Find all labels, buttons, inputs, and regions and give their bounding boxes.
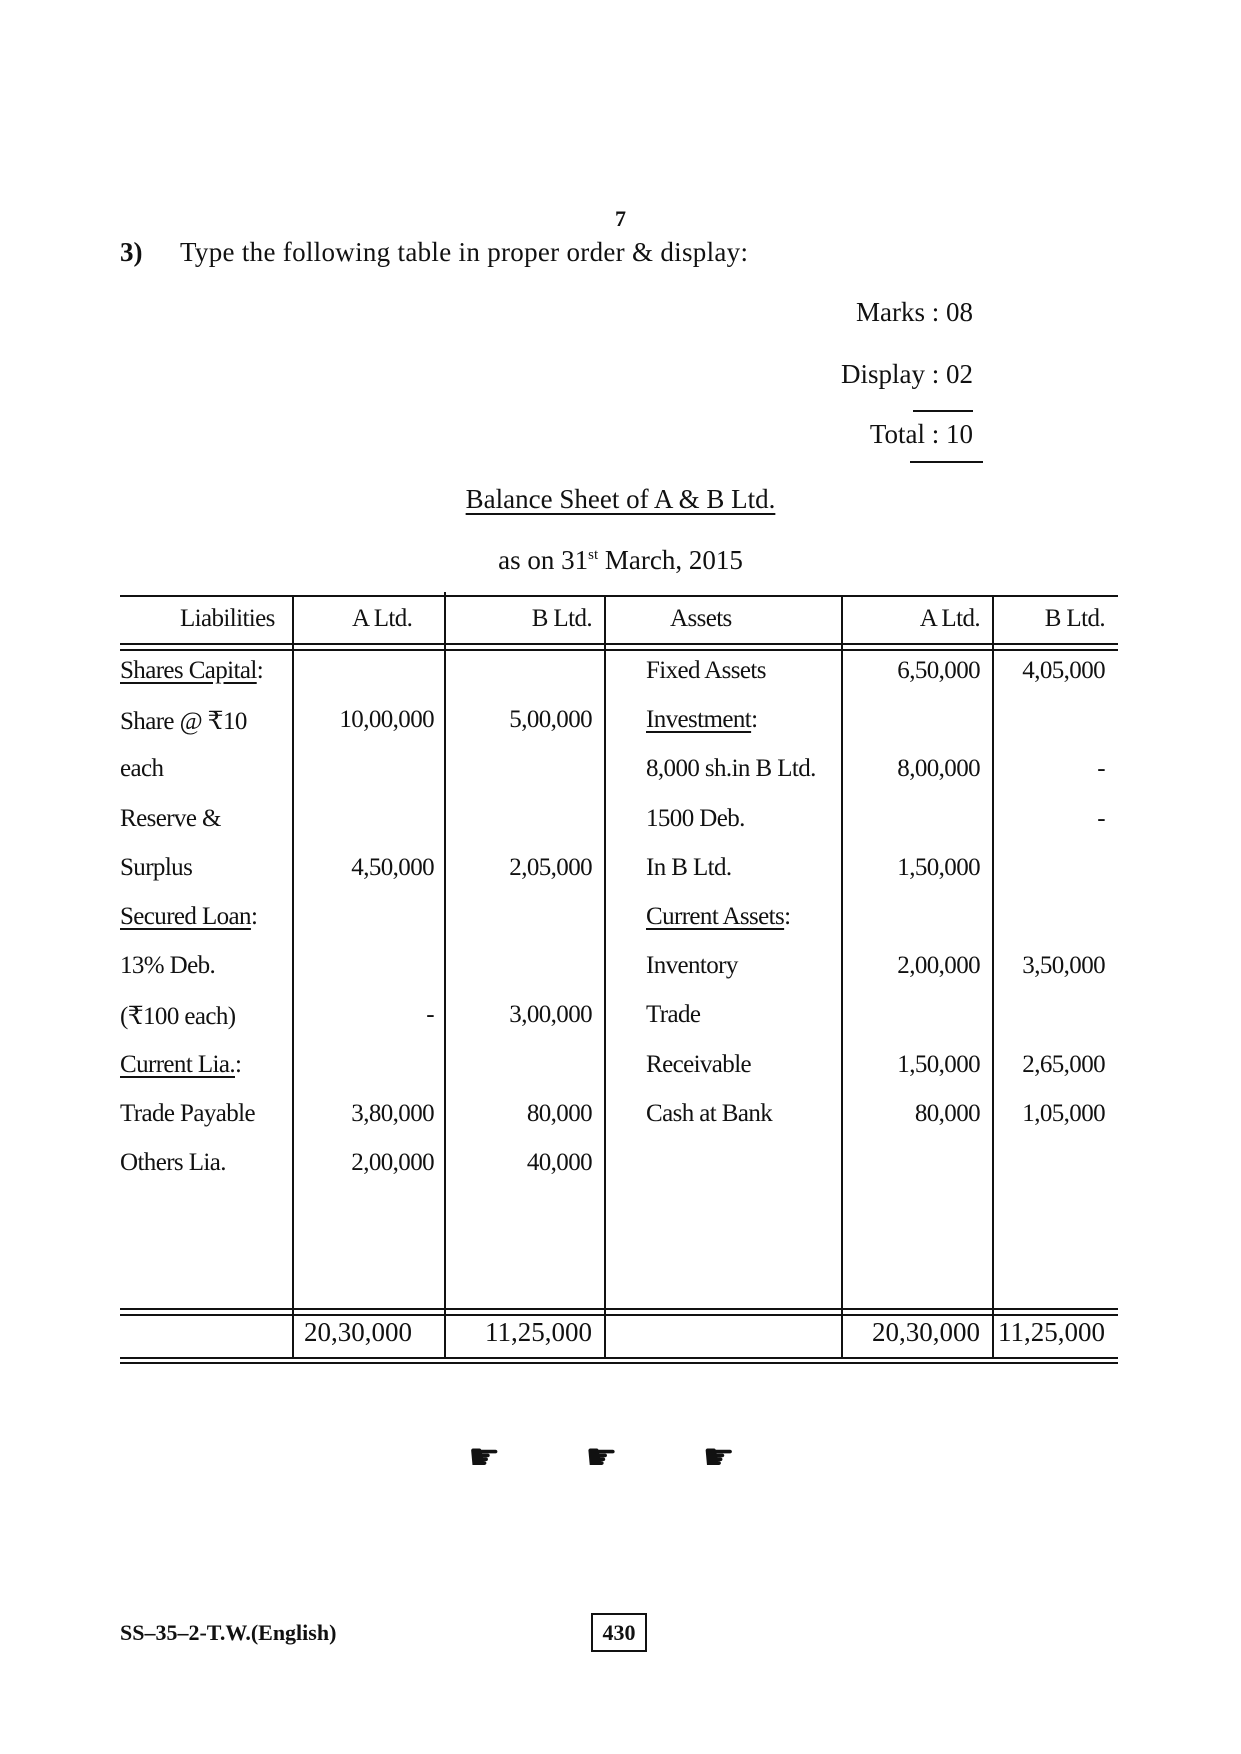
asset-b-ltd-value: 4,05,000 xyxy=(1022,657,1105,684)
asset-b-ltd-value: - xyxy=(1097,755,1105,782)
liability-a-ltd-value: - xyxy=(426,1001,434,1028)
marks-rule-bottom xyxy=(910,461,983,463)
liability-a-ltd-value: 4,50,000 xyxy=(351,854,434,881)
column-divider-2 xyxy=(444,592,446,1359)
total-marks-line: Total : 10 xyxy=(869,419,973,449)
total-liab-a-ltd: 20,30,000 xyxy=(304,1317,412,1347)
header-asset-a-ltd: A Ltd. xyxy=(919,605,980,632)
marks-line: Marks : 08 xyxy=(856,297,973,327)
liability-label: Trade Payable xyxy=(120,1100,255,1127)
table-bottom-rule-1 xyxy=(120,1357,1118,1359)
asset-b-ltd-value: - xyxy=(1097,805,1105,832)
header-liab-a-ltd: A Ltd. xyxy=(352,605,413,632)
liability-b-ltd-value: 5,00,000 xyxy=(509,706,592,733)
liability-label: Current Lia.: xyxy=(120,1051,242,1078)
asset-b-ltd-value: 1,05,000 xyxy=(1022,1100,1105,1127)
liability-label: Share @ ₹10 xyxy=(120,708,247,735)
header-bottom-rule-2 xyxy=(120,649,1118,651)
asset-label: 1500 Deb. xyxy=(646,805,745,832)
liability-label: Reserve & xyxy=(120,805,221,832)
asset-a-ltd-value: 6,50,000 xyxy=(897,657,980,684)
asset-label: Fixed Assets xyxy=(646,657,766,684)
pointing-hand-icons: ☛ ☛ ☛ xyxy=(468,1437,773,1477)
footer-paper-code: SS–35–2-T.W.(English) xyxy=(120,1620,337,1645)
asset-b-ltd-value: 2,65,000 xyxy=(1022,1051,1105,1078)
total-asset-a-ltd: 20,30,000 xyxy=(872,1317,980,1347)
asset-label: Trade xyxy=(646,1001,701,1028)
header-assets: Assets xyxy=(670,605,732,632)
column-divider-5 xyxy=(992,595,994,1359)
asset-label: Investment: xyxy=(646,706,758,733)
column-divider-4 xyxy=(841,595,843,1359)
liability-label: Secured Loan: xyxy=(120,903,258,930)
asset-label: Cash at Bank xyxy=(646,1100,773,1127)
asset-a-ltd-value: 8,00,000 xyxy=(897,755,980,782)
liability-a-ltd-value: 3,80,000 xyxy=(351,1100,434,1127)
liability-a-ltd-value: 10,00,000 xyxy=(339,706,434,733)
asset-label: Receivable xyxy=(646,1051,752,1078)
header-liabilities: Liabilities xyxy=(180,605,275,632)
header-bottom-rule-1 xyxy=(120,643,1118,645)
liability-b-ltd-value: 80,000 xyxy=(526,1100,592,1127)
question-text: Type the following table in proper order & display: xyxy=(180,237,749,267)
asset-label: Current Assets: xyxy=(646,903,791,930)
column-divider-3 xyxy=(604,595,606,1359)
total-liab-b-ltd: 11,25,000 xyxy=(485,1317,592,1347)
liability-label: Shares Capital: xyxy=(120,657,264,684)
header-liab-b-ltd: B Ltd. xyxy=(531,605,592,632)
liability-label: (₹100 each) xyxy=(120,1003,236,1030)
asset-b-ltd-value: 3,50,000 xyxy=(1022,952,1105,979)
liability-label: Others Lia. xyxy=(120,1149,226,1176)
total-top-rule-2 xyxy=(120,1314,1118,1316)
asset-a-ltd-value: 80,000 xyxy=(914,1100,980,1127)
balance-sheet-date: as on 31st March, 2015 xyxy=(498,545,743,575)
liability-a-ltd-value: 2,00,000 xyxy=(351,1149,434,1176)
display-marks-line: Display : 02 xyxy=(841,359,973,389)
asset-a-ltd-value: 2,00,000 xyxy=(897,952,980,979)
liability-b-ltd-value: 40,000 xyxy=(526,1149,592,1176)
header-asset-b-ltd: B Ltd. xyxy=(1044,605,1105,632)
marks-rule-top xyxy=(913,410,973,412)
total-asset-b-ltd: 11,25,000 xyxy=(998,1317,1105,1347)
liability-label: Surplus xyxy=(120,854,193,881)
asset-a-ltd-value: 1,50,000 xyxy=(897,1051,980,1078)
asset-a-ltd-value: 1,50,000 xyxy=(897,854,980,881)
asset-label: Inventory xyxy=(646,952,738,979)
liability-label: 13% Deb. xyxy=(120,952,216,979)
asset-label: 8,000 sh.in B Ltd. xyxy=(646,755,816,782)
liability-label: each xyxy=(120,755,164,782)
footer-page-box: 430 xyxy=(591,1613,647,1652)
balance-sheet-title: Balance Sheet of A & B Ltd. xyxy=(465,484,776,514)
question-number: 3) xyxy=(120,237,143,267)
liability-b-ltd-value: 2,05,000 xyxy=(509,854,592,881)
page-number: 7 xyxy=(615,206,626,231)
liability-b-ltd-value: 3,00,000 xyxy=(509,1001,592,1028)
asset-label: In B Ltd. xyxy=(646,854,732,881)
column-divider-1 xyxy=(292,595,294,1359)
table-top-rule xyxy=(120,595,1118,597)
total-top-rule-1 xyxy=(120,1308,1118,1310)
table-bottom-rule-2 xyxy=(120,1362,1118,1364)
